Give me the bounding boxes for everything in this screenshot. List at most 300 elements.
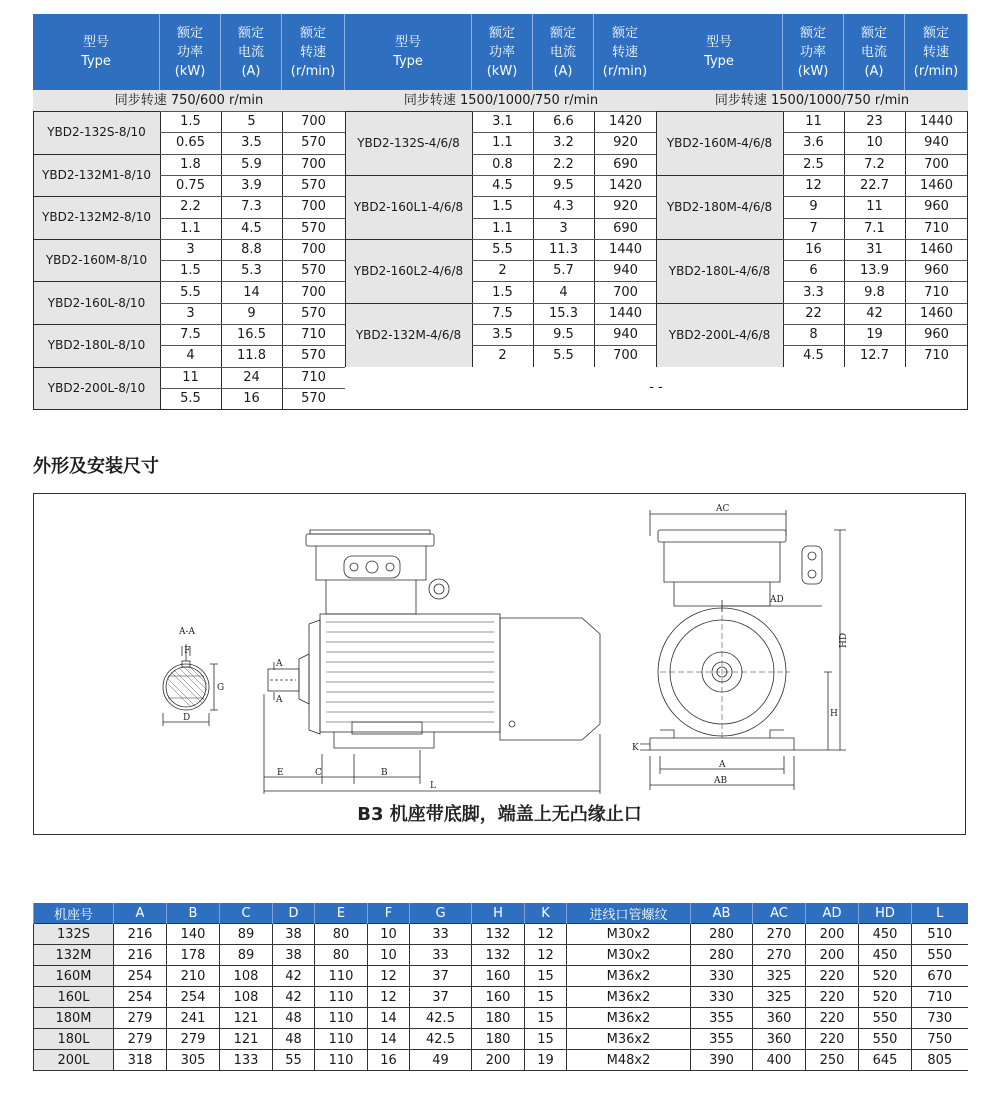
- data-cell: 12.7: [844, 345, 905, 366]
- model-cell: YBD2-180L-4/6/8: [656, 239, 783, 303]
- dimension-cell: M30x2: [567, 924, 691, 945]
- data-cell: 570: [282, 218, 345, 239]
- svg-text:C: C: [315, 768, 322, 778]
- data-cell: 570: [282, 260, 345, 281]
- data-cell: 5.3: [221, 260, 282, 281]
- data-cell: 4.3: [533, 196, 594, 217]
- dimension-cell: 15: [525, 966, 567, 987]
- header-cell: 型号 Type: [345, 14, 472, 90]
- dimension-cell: 110: [315, 1008, 368, 1029]
- dimension-cell: 279: [114, 1029, 167, 1050]
- dimension-cell: 318: [114, 1050, 167, 1071]
- frame-size-cell: 132M: [34, 945, 114, 966]
- dimension-cell: M30x2: [567, 945, 691, 966]
- data-cell: 11: [844, 196, 905, 217]
- column-header: G: [410, 903, 472, 924]
- model-cell: YBD2-132M1-8/10: [33, 154, 160, 197]
- dimension-cell: 12: [525, 924, 567, 945]
- dimension-cell: 37: [410, 966, 472, 987]
- data-cell: 1460: [905, 303, 968, 324]
- svg-text:L: L: [430, 781, 436, 791]
- data-cell: 3: [160, 303, 221, 324]
- data-cell: 700: [282, 154, 345, 175]
- dimension-cell: 80: [315, 945, 368, 966]
- dimension-cell: 178: [167, 945, 220, 966]
- dimension-cell: 220: [806, 1029, 859, 1050]
- dimension-cell: 280: [691, 945, 753, 966]
- dimension-cell: 110: [315, 987, 368, 1008]
- column-header: 机座号: [34, 903, 114, 924]
- data-cell: 570: [282, 388, 345, 409]
- frame-size-cell: 180L: [34, 1029, 114, 1050]
- data-cell: 3: [533, 218, 594, 239]
- dimension-cell: 730: [912, 1008, 968, 1029]
- model-cell: YBD2-160L1-4/6/8: [345, 175, 472, 239]
- dimension-cell: 12: [525, 945, 567, 966]
- data-cell: 1.8: [160, 154, 221, 175]
- dimension-cell: 160: [472, 987, 525, 1008]
- dimension-cell: M36x2: [567, 1029, 691, 1050]
- dimension-cell: 270: [753, 945, 806, 966]
- dimension-cell: 89: [220, 945, 273, 966]
- data-cell: 9: [783, 196, 844, 217]
- data-cell: 2.2: [533, 154, 594, 175]
- frame-size-cell: 160M: [34, 966, 114, 987]
- dimension-cell: 15: [525, 987, 567, 1008]
- data-cell: 6: [783, 260, 844, 281]
- header-cell: 额定 转速 (r/min): [594, 14, 657, 90]
- model-cell: YBD2-160M-8/10: [33, 239, 160, 282]
- data-cell: 920: [594, 196, 657, 217]
- model-cell: YBD2-160L-8/10: [33, 281, 160, 324]
- dimension-cell: 220: [806, 987, 859, 1008]
- dimension-cell: 200: [472, 1050, 525, 1071]
- sync-speed-row: 同步转速 1500/1000/750 r/min: [656, 90, 968, 111]
- data-cell: 22: [783, 303, 844, 324]
- sync-speed-row: 同步转速 750/600 r/min: [33, 90, 345, 111]
- model-cell: YBD2-160M-4/6/8: [656, 111, 783, 175]
- dimension-cell: 48: [273, 1008, 315, 1029]
- drawing-caption: B3 机座带底脚，端盖上无凸缘止口: [357, 804, 642, 825]
- column-header: AD: [806, 903, 859, 924]
- table-row: [34, 945, 968, 966]
- data-cell: 16: [221, 388, 282, 409]
- dimension-cell: 133: [220, 1050, 273, 1071]
- dimension-cell: M36x2: [567, 987, 691, 1008]
- column-header: A: [114, 903, 167, 924]
- data-cell: 5: [221, 111, 282, 132]
- motor-end-view: [632, 504, 849, 790]
- data-cell: 3.9: [221, 175, 282, 196]
- data-cell: 1440: [594, 303, 657, 324]
- dimension-cell: 12: [368, 987, 410, 1008]
- svg-text:AC: AC: [716, 504, 730, 514]
- data-cell: 3.3: [783, 281, 844, 302]
- motor-drawing-svg: [34, 494, 964, 833]
- dimension-cell: 108: [220, 987, 273, 1008]
- dimension-cell: 360: [753, 1029, 806, 1050]
- dimension-cell: 330: [691, 987, 753, 1008]
- data-cell: 0.75: [160, 175, 221, 196]
- dimension-cell: 110: [315, 1029, 368, 1050]
- data-cell: 42: [844, 303, 905, 324]
- dimension-cell: 210: [167, 966, 220, 987]
- dimension-cell: 110: [315, 1050, 368, 1071]
- data-cell: 700: [282, 281, 345, 302]
- data-cell: 710: [282, 324, 345, 345]
- data-cell: 13.9: [844, 260, 905, 281]
- column-header: E: [315, 903, 368, 924]
- dimension-cell: 33: [410, 945, 472, 966]
- data-cell: 9: [221, 303, 282, 324]
- model-cell: YBD2-132M2-8/10: [33, 196, 160, 239]
- frame-size-cell: 200L: [34, 1050, 114, 1071]
- svg-text:K: K: [632, 743, 639, 753]
- dimension-cell: 121: [220, 1008, 273, 1029]
- header-cell: 额定 电流 (A): [221, 14, 282, 90]
- data-cell: 7.3: [221, 196, 282, 217]
- header-cell: 额定 电流 (A): [533, 14, 594, 90]
- dimension-cell: 355: [691, 1029, 753, 1050]
- svg-text:G: G: [217, 683, 225, 693]
- data-cell: 4: [160, 345, 221, 366]
- data-cell: 8.8: [221, 239, 282, 260]
- dimension-cell: 37: [410, 987, 472, 1008]
- data-cell: 1420: [594, 175, 657, 196]
- dimension-cell: 200: [806, 945, 859, 966]
- data-cell: 3.6: [783, 132, 844, 153]
- column-header: F: [368, 903, 410, 924]
- dimension-cell: 254: [114, 987, 167, 1008]
- dimension-cell: 254: [114, 966, 167, 987]
- frame-size-cell: 180M: [34, 1008, 114, 1029]
- data-cell: 4.5: [472, 175, 533, 196]
- header-cell: 额定 转速 (r/min): [282, 14, 345, 90]
- data-cell: 4.5: [783, 345, 844, 366]
- column-header: C: [220, 903, 273, 924]
- dimension-cell: 305: [167, 1050, 220, 1071]
- dimension-cell: M48x2: [567, 1050, 691, 1071]
- dimension-cell: 279: [114, 1008, 167, 1029]
- svg-text:H: H: [830, 709, 838, 719]
- data-cell: 11: [783, 111, 844, 132]
- data-cell: 7.2: [844, 154, 905, 175]
- svg-text:AD: AD: [770, 595, 784, 605]
- dimension-cell: 121: [220, 1029, 273, 1050]
- data-cell: 11.3: [533, 239, 594, 260]
- dimension-cell: 15: [525, 1008, 567, 1029]
- data-cell: 8: [783, 324, 844, 345]
- frame-size-cell: 132S: [34, 924, 114, 945]
- dimensions-table: [33, 903, 968, 1071]
- data-cell: 7.1: [844, 218, 905, 239]
- outline-drawing: [33, 493, 966, 835]
- model-cell: YBD2-132S-8/10: [33, 111, 160, 154]
- data-cell: 700: [594, 281, 657, 302]
- svg-text:HD: HD: [839, 632, 849, 648]
- data-cell: 5.5: [533, 345, 594, 366]
- dimension-cell: 42: [273, 987, 315, 1008]
- data-cell: 940: [905, 132, 968, 153]
- svg-text:D: D: [183, 713, 191, 723]
- data-cell: 3.1: [472, 111, 533, 132]
- model-cell: YBD2-180L-8/10: [33, 324, 160, 367]
- section-title: 外形及安装尺寸: [33, 456, 159, 477]
- dimension-cell: 216: [114, 945, 167, 966]
- dimension-cell: 110: [315, 966, 368, 987]
- dimension-cell: 14: [368, 1008, 410, 1029]
- data-cell: 710: [282, 367, 345, 388]
- empty-note: - -: [345, 367, 967, 410]
- data-cell: 31: [844, 239, 905, 260]
- data-cell: 3: [160, 239, 221, 260]
- data-cell: 570: [282, 303, 345, 324]
- column-header: L: [912, 903, 968, 924]
- data-cell: 1.5: [472, 196, 533, 217]
- data-cell: 700: [282, 196, 345, 217]
- data-cell: 570: [282, 345, 345, 366]
- data-cell: 3.2: [533, 132, 594, 153]
- data-cell: 1.5: [160, 260, 221, 281]
- data-cell: 1.5: [472, 281, 533, 302]
- data-cell: 710: [905, 218, 968, 239]
- data-cell: 9.8: [844, 281, 905, 302]
- dimension-cell: 132: [472, 945, 525, 966]
- dimension-cell: 160: [472, 966, 525, 987]
- dimensions-header-row: [34, 903, 968, 924]
- data-cell: 5.7: [533, 260, 594, 281]
- data-cell: 9.5: [533, 175, 594, 196]
- dimension-cell: 250: [806, 1050, 859, 1071]
- dimension-cell: 520: [859, 987, 912, 1008]
- data-cell: 960: [905, 324, 968, 345]
- svg-text:B: B: [381, 768, 388, 778]
- sync-speed-row: 同步转速 1500/1000/750 r/min: [345, 90, 657, 111]
- dimension-cell: 270: [753, 924, 806, 945]
- dimension-cell: 42.5: [410, 1008, 472, 1029]
- data-cell: 700: [594, 345, 657, 366]
- dimension-cell: 355: [691, 1008, 753, 1029]
- dimension-cell: 670: [912, 966, 968, 987]
- model-cell: YBD2-180M-4/6/8: [656, 175, 783, 239]
- dimension-cell: 241: [167, 1008, 220, 1029]
- dimension-cell: 550: [912, 945, 968, 966]
- header-cell: 额定 功率 (kW): [160, 14, 221, 90]
- data-cell: 16: [783, 239, 844, 260]
- dimension-cell: 254: [167, 987, 220, 1008]
- motor-side-view: [264, 530, 600, 794]
- dimension-cell: 450: [859, 945, 912, 966]
- data-cell: 12: [783, 175, 844, 196]
- data-cell: 5.9: [221, 154, 282, 175]
- dimension-cell: 216: [114, 924, 167, 945]
- data-cell: 1.5: [160, 111, 221, 132]
- data-cell: 7.5: [472, 303, 533, 324]
- dimension-cell: 80: [315, 924, 368, 945]
- header-cell: 额定 电流 (A): [844, 14, 905, 90]
- dimension-cell: 325: [753, 966, 806, 987]
- dimension-cell: 220: [806, 966, 859, 987]
- dimension-cell: 280: [691, 924, 753, 945]
- dimension-cell: 279: [167, 1029, 220, 1050]
- header-cell: 额定 功率 (kW): [783, 14, 844, 90]
- dimension-cell: 38: [273, 924, 315, 945]
- dimension-cell: 55: [273, 1050, 315, 1071]
- data-cell: 700: [905, 154, 968, 175]
- dimension-cell: 42.5: [410, 1029, 472, 1050]
- table-row: [34, 924, 968, 945]
- svg-text:F: F: [184, 646, 191, 656]
- data-cell: 1440: [594, 239, 657, 260]
- data-cell: 7: [783, 218, 844, 239]
- data-cell: 710: [905, 345, 968, 366]
- shaft-section-view: [163, 627, 224, 726]
- dimension-cell: 12: [368, 966, 410, 987]
- dimension-cell: 132: [472, 924, 525, 945]
- model-cell: YBD2-200L-4/6/8: [656, 303, 783, 367]
- dimension-cell: M36x2: [567, 1008, 691, 1029]
- data-cell: 940: [594, 260, 657, 281]
- svg-text:E: E: [277, 768, 284, 778]
- data-cell: 960: [905, 260, 968, 281]
- table-row: [34, 1008, 968, 1029]
- dimension-cell: 108: [220, 966, 273, 987]
- dimension-cell: 38: [273, 945, 315, 966]
- data-cell: 5.5: [160, 388, 221, 409]
- data-cell: 4: [533, 281, 594, 302]
- data-cell: 5.5: [160, 281, 221, 302]
- dimension-cell: 15: [525, 1029, 567, 1050]
- data-cell: 690: [594, 154, 657, 175]
- dimension-cell: 89: [220, 924, 273, 945]
- dimension-cell: 42: [273, 966, 315, 987]
- data-cell: 9.5: [533, 324, 594, 345]
- dimension-cell: 400: [753, 1050, 806, 1071]
- data-cell: 0.8: [472, 154, 533, 175]
- data-cell: 1460: [905, 175, 968, 196]
- column-header: 进线口管螺纹: [567, 903, 691, 924]
- svg-text:A: A: [276, 659, 283, 669]
- header-cell: 额定 转速 (r/min): [905, 14, 968, 90]
- svg-text:A: A: [719, 760, 726, 770]
- data-cell: 15.3: [533, 303, 594, 324]
- dimension-cell: M36x2: [567, 966, 691, 987]
- data-cell: 19: [844, 324, 905, 345]
- data-cell: 1.1: [472, 132, 533, 153]
- svg-text:AB: AB: [714, 776, 728, 786]
- header-cell: 型号 Type: [656, 14, 783, 90]
- dimension-cell: 180: [472, 1029, 525, 1050]
- column-header: AC: [753, 903, 806, 924]
- data-cell: 24: [221, 367, 282, 388]
- dimension-cell: 750: [912, 1029, 968, 1050]
- data-cell: 2: [472, 260, 533, 281]
- column-header: B: [167, 903, 220, 924]
- data-cell: 3.5: [221, 132, 282, 153]
- dimension-cell: 710: [912, 987, 968, 1008]
- data-cell: 700: [282, 111, 345, 132]
- dimension-cell: 180: [472, 1008, 525, 1029]
- column-header: D: [273, 903, 315, 924]
- data-cell: 11: [160, 367, 221, 388]
- dimension-cell: 220: [806, 1008, 859, 1029]
- dimension-cell: 645: [859, 1050, 912, 1071]
- data-cell: 700: [282, 239, 345, 260]
- data-cell: 1.1: [472, 218, 533, 239]
- data-cell: 1420: [594, 111, 657, 132]
- dimension-cell: 200: [806, 924, 859, 945]
- dimension-cell: 805: [912, 1050, 968, 1071]
- dimension-cell: 19: [525, 1050, 567, 1071]
- data-cell: 570: [282, 132, 345, 153]
- column-header: AB: [691, 903, 753, 924]
- dimension-cell: 450: [859, 924, 912, 945]
- dimension-cell: 520: [859, 966, 912, 987]
- header-cell: 型号 Type: [33, 14, 160, 90]
- data-cell: 23: [844, 111, 905, 132]
- data-cell: 16.5: [221, 324, 282, 345]
- data-cell: 2.5: [783, 154, 844, 175]
- data-cell: 940: [594, 324, 657, 345]
- dimension-cell: 550: [859, 1029, 912, 1050]
- data-cell: 10: [844, 132, 905, 153]
- spec-table: [33, 14, 967, 410]
- dimension-cell: 48: [273, 1029, 315, 1050]
- table-row: [34, 987, 968, 1008]
- table-row: [34, 1050, 968, 1071]
- data-cell: 11.8: [221, 345, 282, 366]
- dimension-cell: 49: [410, 1050, 472, 1071]
- dimension-cell: 360: [753, 1008, 806, 1029]
- data-cell: 1.1: [160, 218, 221, 239]
- data-cell: 690: [594, 218, 657, 239]
- data-cell: 5.5: [472, 239, 533, 260]
- dimension-cell: 10: [368, 945, 410, 966]
- dimension-cell: 14: [368, 1029, 410, 1050]
- data-cell: 920: [594, 132, 657, 153]
- table-row: [34, 1029, 968, 1050]
- model-cell: YBD2-132M-4/6/8: [345, 303, 472, 367]
- dimension-cell: 325: [753, 987, 806, 1008]
- data-cell: 6.6: [533, 111, 594, 132]
- frame-size-cell: 160L: [34, 987, 114, 1008]
- section-label: A-A: [179, 627, 196, 637]
- data-cell: 570: [282, 175, 345, 196]
- data-cell: 14: [221, 281, 282, 302]
- dimension-cell: 140: [167, 924, 220, 945]
- model-cell: YBD2-132S-4/6/8: [345, 111, 472, 175]
- data-cell: 0.65: [160, 132, 221, 153]
- data-cell: 7.5: [160, 324, 221, 345]
- dimension-cell: 550: [859, 1008, 912, 1029]
- svg-text:A: A: [276, 695, 283, 705]
- data-cell: 1440: [905, 111, 968, 132]
- data-cell: 2: [472, 345, 533, 366]
- dimension-cell: 33: [410, 924, 472, 945]
- table-row: [34, 966, 968, 987]
- dimension-cell: 330: [691, 966, 753, 987]
- data-cell: 1460: [905, 239, 968, 260]
- data-cell: 3.5: [472, 324, 533, 345]
- dimension-cell: 510: [912, 924, 968, 945]
- data-cell: 710: [905, 281, 968, 302]
- column-header: K: [525, 903, 567, 924]
- column-header: H: [472, 903, 525, 924]
- header-cell: 额定 功率 (kW): [472, 14, 533, 90]
- model-cell: YBD2-160L2-4/6/8: [345, 239, 472, 303]
- model-cell: YBD2-200L-8/10: [33, 367, 160, 410]
- data-cell: 960: [905, 196, 968, 217]
